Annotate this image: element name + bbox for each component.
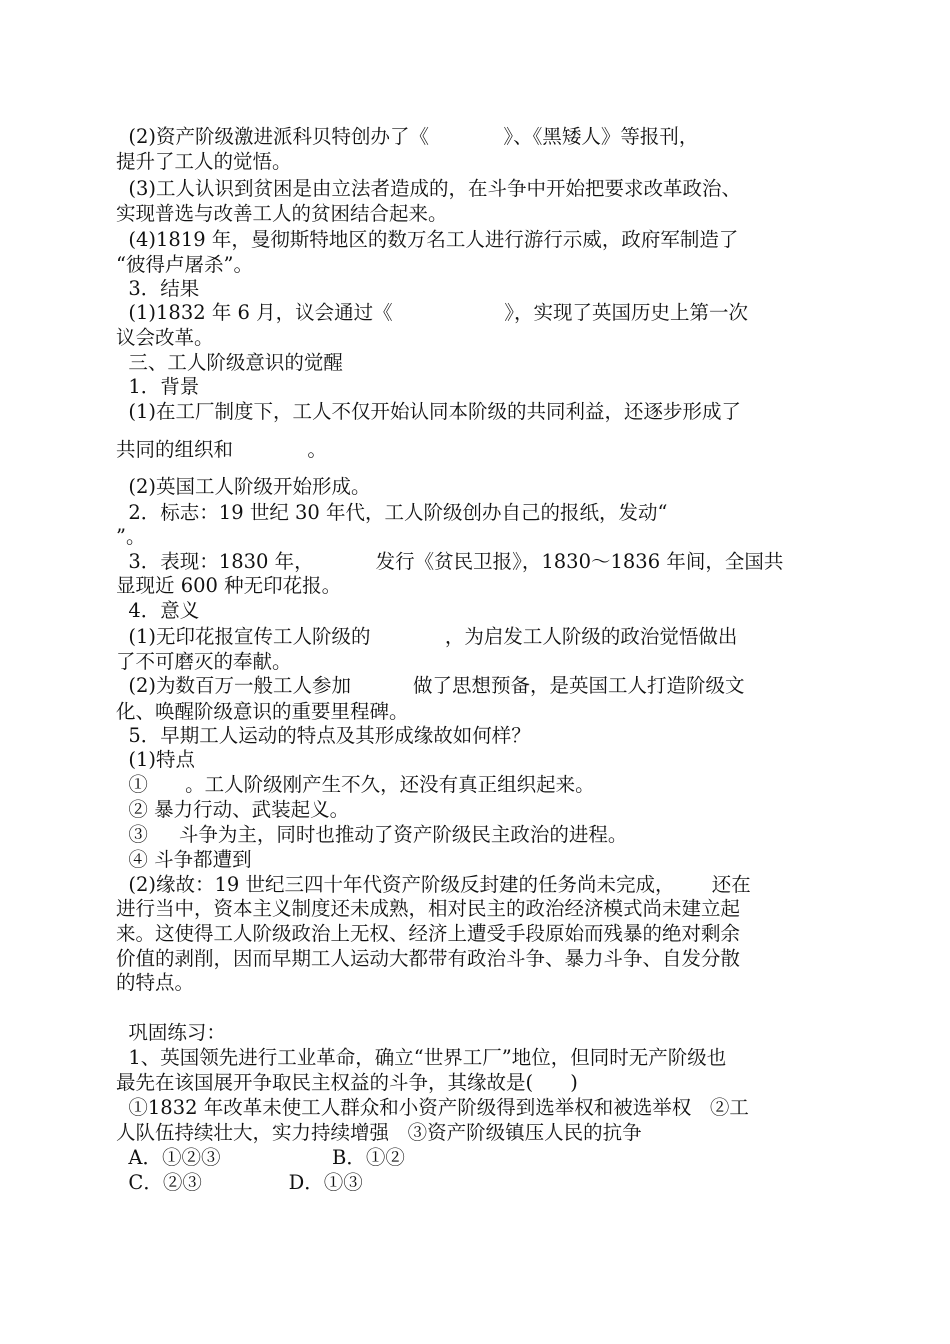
- text-line: 进行当中，资本主义制度还未成熟，相对民主的政治经济模式尚未建立起: [116, 897, 741, 920]
- text-line: (2)资产阶级激进派科贝特创办了《 》、《黑矮人》等报刊，: [116, 125, 699, 148]
- question-text: 1、英国领先进行工业革命，确立“世界工厂”地位，但同时无产阶级也: [116, 1046, 727, 1069]
- text-line: ④ 斗争都遭到: [116, 848, 252, 871]
- text-line: (1)在工厂制度下，工人不仅开始认同本阶级的共同利益，还逐步形成了: [116, 400, 742, 423]
- text-line: (2)缘故：19 世纪三四十年代资产阶级反封建的任务尚未完成， 还在: [116, 873, 751, 896]
- section-heading: 4．意义: [116, 599, 200, 622]
- text-line: 提升了工人的觉悟。: [116, 150, 292, 173]
- text-line: ② 暴力行动、武装起义。: [116, 798, 350, 821]
- text-line: ”。: [116, 525, 146, 548]
- section-heading: 3．结果: [116, 277, 200, 300]
- text-line: 议会改革。: [116, 326, 214, 349]
- text-line: (1)无印花报宣传工人阶级的 ，为启发工人阶级的政治觉悟做出: [116, 625, 738, 648]
- question-text: 人队伍持续壮大，实力持续增强 ③资产阶级镇压人民的抗争: [116, 1121, 642, 1144]
- question-text: ①1832 年改革未使工人群众和小资产阶级得到选举权和被选举权 ②工: [116, 1096, 749, 1119]
- question-text: 最先在该国展开争取民主权益的斗争，其缘故是( ): [116, 1071, 578, 1094]
- text-line: 来。这使得工人阶级政治上无权、经济上遭受手段原始而残暴的绝对剩余: [116, 922, 741, 945]
- text-line: 共同的组织和 。: [116, 438, 327, 461]
- text-line: 显现近 600 种无印花报。: [116, 574, 342, 597]
- question-heading: 5．早期工人运动的特点及其形成缘故如何样？: [116, 724, 531, 747]
- answer-options: A．①②③ B．①②: [116, 1146, 405, 1169]
- text-line: (1)特点: [116, 748, 196, 771]
- text-line: 价值的剥削，因而早期工人运动大都带有政治斗争、暴力斗争、自发分散: [116, 947, 741, 970]
- text-line: (4)1819 年，曼彻斯特地区的数万名工人进行游行示威，政府军制造了: [116, 228, 739, 251]
- text-line: 3．表现：1830 年， 发行《贫民卫报》，1830～1836 年间，全国共: [116, 550, 784, 573]
- text-line: 的特点。: [116, 971, 195, 994]
- text-line: 2．标志：19 世纪 30 年代，工人阶级创办自己的报纸，发动“: [116, 501, 668, 524]
- exercise-heading: 巩固练习：: [116, 1021, 226, 1044]
- text-line: (2)英国工人阶级开始形成。: [116, 475, 371, 498]
- text-line: ③ 斗争为主，同时也推动了资产阶级民主政治的进程。: [116, 823, 628, 846]
- text-line: 化、唤醒阶级意识的重要里程碑。: [116, 700, 409, 723]
- text-line: (3)工人认识到贫困是由立法者造成的，在斗争中开始把要求改革政治、: [116, 177, 742, 200]
- text-line: “彼得卢屠杀”。: [116, 253, 253, 276]
- text-line: (2)为数百万一般工人参加 做了思想预备，是英国工人打造阶级文: [116, 674, 745, 697]
- text-line: 了不可磨灭的奉献。: [116, 650, 292, 673]
- section-heading: 1．背景: [116, 375, 200, 398]
- text-line: ① 。工人阶级刚产生不久，还没有真正组织起来。: [116, 773, 595, 796]
- answer-options: C．②③ D．①③: [116, 1171, 363, 1194]
- text-line: (1)1832 年 6 月，议会通过《 》，实现了英国历史上第一次: [116, 301, 748, 324]
- section-heading: 三、工人阶级意识的觉醒: [116, 351, 343, 374]
- text-line: 实现普选与改善工人的贫困结合起来。: [116, 202, 448, 225]
